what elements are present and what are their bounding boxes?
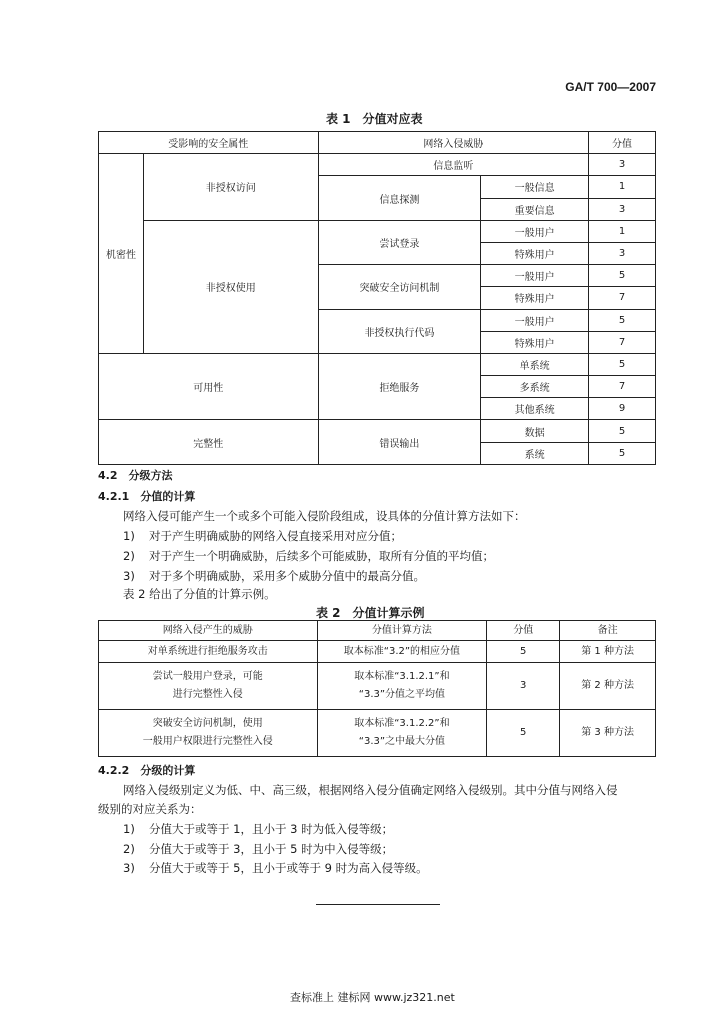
threat-detail-cell: 单系统 xyxy=(481,353,589,375)
table-header-row xyxy=(99,132,656,154)
table1-caption: 表 1 分值对应表 xyxy=(326,112,423,126)
threat-detail-cell: 特殊用户 xyxy=(481,242,589,264)
cell-line: 对单系统进行拒绝服务攻击 xyxy=(147,645,268,657)
standard-number: GA/T 700—2007 xyxy=(565,80,656,94)
threat-detail-cell: 数据 xyxy=(481,420,589,442)
score-cell: 1 xyxy=(589,220,656,242)
end-rule xyxy=(316,904,440,905)
cell-line: “3.3”之中最大分值 xyxy=(358,736,446,747)
header-cell: 受影响的安全属性 xyxy=(99,132,319,154)
threat-detail-cell: 一般用户 xyxy=(481,265,589,287)
table2-caption: 表 2 分值计算示例 xyxy=(316,606,425,620)
list-item xyxy=(123,841,393,857)
note-cell: 第 1 种方法 xyxy=(560,641,656,663)
list-text: 分值大于或等于 3，且小于 5 时为中入侵等级； xyxy=(149,842,394,856)
score-table xyxy=(98,131,656,465)
method-cell xyxy=(317,641,487,663)
score-cell: 5 xyxy=(487,710,560,757)
list-number: 3) xyxy=(123,569,135,583)
list-number: 1) xyxy=(123,822,135,836)
threat-detail-cell: 系统 xyxy=(481,442,589,464)
threat-detail-cell: 一般信息 xyxy=(481,176,589,198)
header-cell: 分值 xyxy=(589,132,656,154)
threat-cell: 拒绝服务 xyxy=(318,353,481,420)
table-row xyxy=(99,641,656,663)
header-cell: 分值 xyxy=(487,621,560,641)
threat-cell xyxy=(99,641,318,663)
list-text: 对于产生一个明确威胁，后续多个可能威胁，取所有分值的平均值； xyxy=(149,549,494,563)
note-cell: 第 2 种方法 xyxy=(560,663,656,710)
threat-cell: 信息监听 xyxy=(318,154,588,176)
header-cell: 网络入侵产生的威胁 xyxy=(99,621,318,641)
subsection-heading: 4.2.2 分级的计算 xyxy=(98,764,196,777)
table-header-row xyxy=(99,621,656,641)
cell-line: 取本标准“3.1.2.1”和 xyxy=(354,671,450,682)
score-cell: 7 xyxy=(589,331,656,353)
footer-watermark: 查标准上 建标网 www.jz321.net xyxy=(290,991,455,1004)
paragraph: 网络入侵级别定义为低、中、高三级，根据网络入侵分值确定网络入侵级别。其中分值与网络入侵 xyxy=(123,783,618,797)
threat-cell: 信息探测 xyxy=(318,176,481,220)
threat-cell: 错误输出 xyxy=(318,420,481,464)
list-number: 2) xyxy=(123,549,135,563)
score-cell: 3 xyxy=(589,198,656,220)
threat-detail-cell: 多系统 xyxy=(481,376,589,398)
score-cell: 3 xyxy=(589,242,656,264)
list-number: 1) xyxy=(123,529,135,543)
score-cell: 5 xyxy=(589,442,656,464)
score-cell: 5 xyxy=(589,265,656,287)
method-cell xyxy=(317,663,487,710)
method-cell xyxy=(317,710,487,757)
table-row xyxy=(99,710,656,757)
cell-line: 一般用户权限进行完整性入侵 xyxy=(142,736,273,747)
attribute-cell: 完整性 xyxy=(99,420,319,464)
score-cell: 5 xyxy=(487,641,560,663)
list-item xyxy=(123,860,428,876)
cell-line: 尝试一般用户登录，可能 xyxy=(152,671,263,682)
attribute-cell: 机密性 xyxy=(99,154,144,354)
paragraph: 表 2 给出了分值的计算示例。 xyxy=(123,587,276,601)
cell-line: 取本标准“3.2”的相应分值 xyxy=(343,645,461,657)
threat-detail-cell: 其他系统 xyxy=(481,398,589,420)
score-cell: 5 xyxy=(589,353,656,375)
score-cell: 3 xyxy=(487,663,560,710)
header-cell: 网络入侵威胁 xyxy=(318,132,588,154)
list-item xyxy=(123,528,402,544)
list-number: 3) xyxy=(123,861,135,875)
header-cell: 分值计算方法 xyxy=(317,621,487,641)
threat-cell xyxy=(99,710,318,757)
cell-line: 突破安全访问机制，使用 xyxy=(152,718,263,729)
sub-attribute-cell: 非授权访问 xyxy=(143,154,318,221)
list-item xyxy=(123,568,425,584)
list-number: 2) xyxy=(123,842,135,856)
list-text: 对于产生明确威胁的网络入侵直接采用对应分值； xyxy=(149,529,402,543)
score-cell: 5 xyxy=(589,420,656,442)
threat-detail-cell: 一般用户 xyxy=(481,309,589,331)
score-cell: 9 xyxy=(589,398,656,420)
note-cell: 第 3 种方法 xyxy=(560,710,656,757)
cell-line: 取本标准“3.1.2.2”和 xyxy=(354,718,450,729)
section-heading: 4.2 分级方法 xyxy=(98,469,173,482)
score-cell: 5 xyxy=(589,309,656,331)
cell-line: 进行完整性入侵 xyxy=(172,689,243,700)
score-cell: 7 xyxy=(589,287,656,309)
threat-detail-cell: 特殊用户 xyxy=(481,287,589,309)
header-cell: 备注 xyxy=(560,621,656,641)
threat-cell: 尝试登录 xyxy=(318,220,481,264)
list-text: 分值大于或等于 5，且小于或等于 9 时为高入侵等级。 xyxy=(149,861,428,875)
score-cell: 7 xyxy=(589,376,656,398)
cell-line: “3.3”分值之平均值 xyxy=(358,689,446,700)
score-cell: 1 xyxy=(589,176,656,198)
list-text: 分值大于或等于 1，且小于 3 时为低入侵等级； xyxy=(149,822,394,836)
table-row xyxy=(99,663,656,710)
threat-detail-cell: 特殊用户 xyxy=(481,331,589,353)
calc-example-table xyxy=(98,620,656,757)
subsection-heading: 4.2.1 分值的计算 xyxy=(98,490,196,503)
threat-cell: 突破安全访问机制 xyxy=(318,265,481,309)
attribute-cell: 可用性 xyxy=(99,353,319,420)
list-text: 对于多个明确威胁，采用多个威胁分值中的最高分值。 xyxy=(149,569,425,583)
threat-cell xyxy=(99,663,318,710)
threat-cell: 非授权执行代码 xyxy=(318,309,481,353)
list-item xyxy=(123,548,494,564)
list-item xyxy=(123,821,393,837)
score-cell: 3 xyxy=(589,154,656,176)
sub-attribute-cell: 非授权使用 xyxy=(143,220,318,353)
paragraph: 网络入侵可能产生一个或多个可能入侵阶段组成，设具体的分值计算方法如下： xyxy=(123,509,526,523)
paragraph: 级别的对应关系为： xyxy=(98,802,202,816)
threat-detail-cell: 一般用户 xyxy=(481,220,589,242)
threat-detail-cell: 重要信息 xyxy=(481,198,589,220)
